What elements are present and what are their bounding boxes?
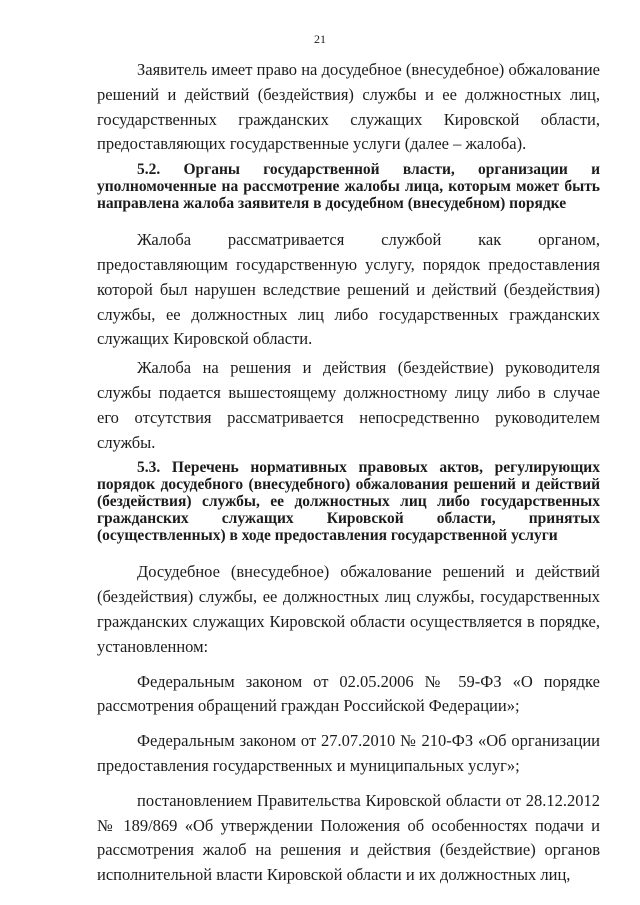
paragraph-complaint-review: Жалоба рассматривается службой как органом, предоставляющим государственную услугу, порядок предоставления которой был нарушен вследствие решений и действий (бездействия) службы, ее должностных лиц либо государственных гражданских служащих Кировской области. xyxy=(97,230,600,349)
paragraph-law-59fz: Федеральным законом от 02.05.2006 № 59-ФЗ «О порядке рассмотрения обращений граждан Российской Федерации»; xyxy=(97,671,600,716)
paragraph-right-to-appeal: Заявитель имеет право на досудебное (внесудебное) обжалование решений и действий (бездействия) службы и ее должностных лиц, государственных гражданских служащих Кировской области, предоставляющих государственные услуги (далее – жалоба). xyxy=(97,60,600,154)
document-body xyxy=(97,58,600,888)
paragraph-head-complaint: Жалоба на решения и действия (бездействие) руководителя службы подается вышестоящему должностному лицу либо в случае его отсутствия рассматривается непосредственно руководителем службы. xyxy=(97,358,600,452)
section-heading-5-2: 5.2. Органы государственной власти, организации и уполномоченные на рассмотрение жалобы лица, которым может быть направлена жалоба заявителя в досудебном (внесудебном) порядке xyxy=(97,161,600,213)
paragraph-appeal-procedure: Досудебное (внесудебное) обжалование решений и действий (бездействия) службы, ее должностных лиц службы, государственных гражданских служащих Кировской области осуществляется в порядке, установленном: xyxy=(97,562,600,656)
page-number: 21 xyxy=(314,32,326,46)
section-heading-5-3: 5.3. Перечень нормативных правовых актов, регулирующих порядок досудебного (внесудебного) обжалования решений и действий (бездействия) службы, ее должностных лиц либо государственных гражданских служащих Кировской области, принятых (осуществленных) в ходе предоставления государственной услуги xyxy=(97,459,600,545)
paragraph-law-210fz: Федеральным законом от 27.07.2010 № 210-ФЗ «Об организации предоставления государственных и муниципальных услуг»; xyxy=(97,731,600,775)
paragraph-resolution-189-869: постановлением Правительства Кировской области от 28.12.2012 № 189/869 «Об утверждении Положения об особенностях подачи и рассмотрения жалоб на решения и действия (бездействие) органов исполнительной власти Кировской области и их должностных лиц, xyxy=(97,790,600,885)
